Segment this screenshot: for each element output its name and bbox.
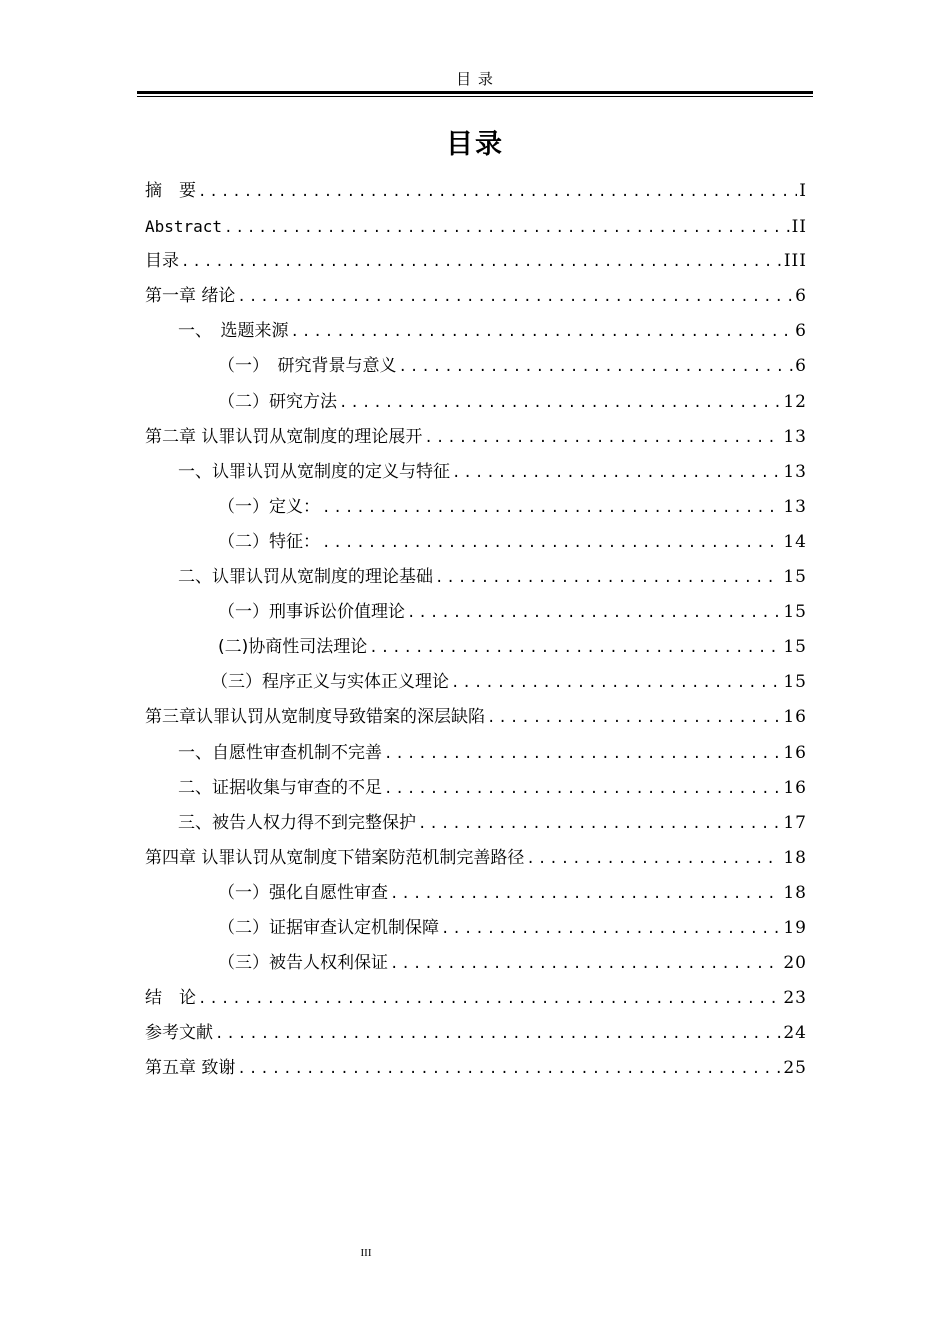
toc-entry-page: II	[791, 217, 807, 238]
toc-entry-page: 16	[783, 742, 807, 763]
toc-entry-label: 第四章 认罪认罚从宽制度下错案防范机制完善路径	[145, 847, 525, 868]
toc-entry-label: Abstract	[145, 217, 223, 237]
toc-entry-subsection[interactable]	[145, 595, 807, 630]
toc-entry-page: 16	[783, 707, 807, 728]
toc-entry-chapter-2[interactable]	[145, 420, 807, 455]
toc-leader-dots	[384, 772, 781, 807]
header-rule-thick	[137, 91, 813, 94]
toc-leader-dots	[181, 245, 782, 280]
toc-entry-label: 第二章 认罪认罚从宽制度的理论展开	[145, 426, 423, 447]
toc-entry-chapter-4[interactable]	[145, 841, 807, 876]
toc-entry-label: 一、 选题来源	[178, 321, 289, 342]
toc-entry-conclusion[interactable]	[145, 981, 807, 1016]
toc-leader-dots	[237, 1052, 781, 1087]
toc-entry-label: 结 论	[145, 988, 196, 1009]
toc-entry-page: 13	[783, 461, 807, 482]
toc-leader-dots	[526, 842, 781, 877]
toc-entry-subsection[interactable]	[145, 349, 807, 384]
toc-entry-label: （二）研究方法	[218, 391, 337, 412]
toc-leader-dots	[390, 877, 781, 912]
toc-leader-dots	[237, 280, 793, 315]
toc-entry-subsection[interactable]	[145, 630, 807, 665]
toc-entry-abstract-cn[interactable]	[145, 174, 807, 209]
toc-entry-label: （一）刑事诉讼价值理论	[218, 602, 405, 623]
toc-leader-dots	[424, 421, 781, 456]
toc-leader-dots	[322, 526, 781, 561]
toc-entry-page: 23	[783, 988, 807, 1009]
toc-entry-page: 18	[783, 882, 807, 903]
toc-entry-section[interactable]	[145, 560, 807, 595]
toc-entry-subsection[interactable]	[145, 911, 807, 946]
toc-entry-page: 18	[783, 847, 807, 868]
toc-leader-dots	[390, 947, 781, 982]
toc-entry-acknowledgements[interactable]	[145, 1051, 807, 1086]
toc-leader-dots	[369, 631, 781, 666]
toc-entry-label: 二、认罪认罚从宽制度的理论基础	[178, 567, 433, 588]
toc-entry-page: 15	[783, 602, 807, 623]
toc-leader-dots	[451, 666, 781, 701]
toc-entry-page: 20	[783, 953, 807, 974]
toc-entry-label: （三）程序正义与实体正义理论	[211, 672, 449, 693]
toc-entry-label: 第一章 绪论	[145, 286, 236, 307]
header-rule-thin	[137, 96, 813, 97]
toc-entry-subsection[interactable]	[145, 876, 807, 911]
toc-entry-subsection[interactable]	[145, 385, 807, 420]
toc-entry-section[interactable]	[145, 314, 807, 349]
toc-entry-label: （一） 研究背景与意义	[218, 356, 397, 377]
toc-leader-dots	[339, 386, 781, 421]
toc-entry-section[interactable]	[145, 736, 807, 771]
toc-entry-page: 25	[783, 1058, 807, 1079]
toc-leader-dots	[224, 211, 790, 246]
toc-entry-label: 一、自愿性审查机制不完善	[178, 742, 382, 763]
toc-title: 目录	[446, 129, 504, 160]
toc-entry-label: 第五章 致谢	[145, 1058, 236, 1079]
toc-entry-label: 第三章认罪认罚从宽制度导致错案的深层缺陷	[145, 707, 485, 728]
toc-entry-chapter-1[interactable]	[145, 279, 807, 314]
page-number: III	[360, 1247, 372, 1259]
toc-leader-dots	[407, 596, 781, 631]
toc-entry-page: 13	[783, 426, 807, 447]
table-of-contents	[145, 174, 807, 1086]
toc-entry-label: （二）特征：	[218, 531, 320, 552]
toc-entry-page: 6	[795, 321, 807, 342]
toc-entry-abstract-en[interactable]	[145, 209, 807, 244]
toc-entry-label: （三）被告人权利保证	[218, 953, 388, 974]
toc-entry-page: 15	[783, 567, 807, 588]
toc-entry-page: 17	[783, 812, 807, 833]
toc-entry-page: 12	[783, 391, 807, 412]
toc-entry-page: III	[783, 251, 807, 272]
toc-entry-chapter-3[interactable]	[145, 700, 807, 735]
toc-leader-dots	[198, 175, 797, 210]
toc-entry-label: （二）证据审查认定机制保障	[218, 917, 439, 938]
running-header: 目 录	[456, 70, 494, 88]
toc-entry-references[interactable]	[145, 1016, 807, 1051]
toc-entry-page: 19	[783, 917, 807, 938]
toc-entry-label: (二)协商性司法理论	[218, 637, 368, 658]
toc-leader-dots	[291, 315, 794, 350]
toc-leader-dots	[487, 701, 781, 736]
toc-entry-page: 16	[783, 777, 807, 798]
toc-leader-dots	[215, 1017, 781, 1052]
toc-entry-section[interactable]	[145, 806, 807, 841]
toc-entry-label: （一）定义：	[218, 496, 320, 517]
toc-entry-label: 目录	[145, 251, 179, 272]
toc-entry-page: I	[799, 181, 807, 201]
toc-entry-contents[interactable]	[145, 244, 807, 279]
toc-entry-page: 24	[783, 1023, 807, 1044]
toc-entry-page: 13	[783, 496, 807, 517]
toc-leader-dots	[399, 350, 794, 385]
toc-leader-dots	[198, 982, 781, 1017]
toc-entry-section[interactable]	[145, 455, 807, 490]
toc-entry-subsection[interactable]	[145, 525, 807, 560]
toc-entry-label: 二、证据收集与审查的不足	[178, 777, 382, 798]
toc-entry-label: 摘 要	[145, 181, 196, 201]
toc-leader-dots	[441, 912, 781, 947]
toc-leader-dots	[384, 737, 781, 772]
toc-entry-page: 6	[795, 356, 807, 377]
toc-entry-label: 三、被告人权力得不到完整保护	[178, 812, 416, 833]
toc-leader-dots	[322, 491, 781, 526]
toc-entry-page: 15	[783, 637, 807, 658]
toc-entry-page: 14	[783, 531, 807, 552]
toc-leader-dots	[452, 456, 781, 491]
toc-entry-subsection[interactable]	[145, 946, 807, 981]
toc-entry-page: 15	[783, 672, 807, 693]
toc-entry-label: （一）强化自愿性审查	[218, 882, 388, 903]
toc-entry-subsection[interactable]	[145, 665, 807, 700]
toc-entry-page: 6	[795, 286, 807, 307]
toc-leader-dots	[418, 807, 781, 842]
toc-entry-label: 一、认罪认罚从宽制度的定义与特征	[178, 461, 450, 482]
toc-leader-dots	[435, 561, 781, 596]
toc-entry-subsection[interactable]	[145, 490, 807, 525]
toc-entry-section[interactable]	[145, 771, 807, 806]
toc-entry-label: 参考文献	[145, 1023, 213, 1044]
